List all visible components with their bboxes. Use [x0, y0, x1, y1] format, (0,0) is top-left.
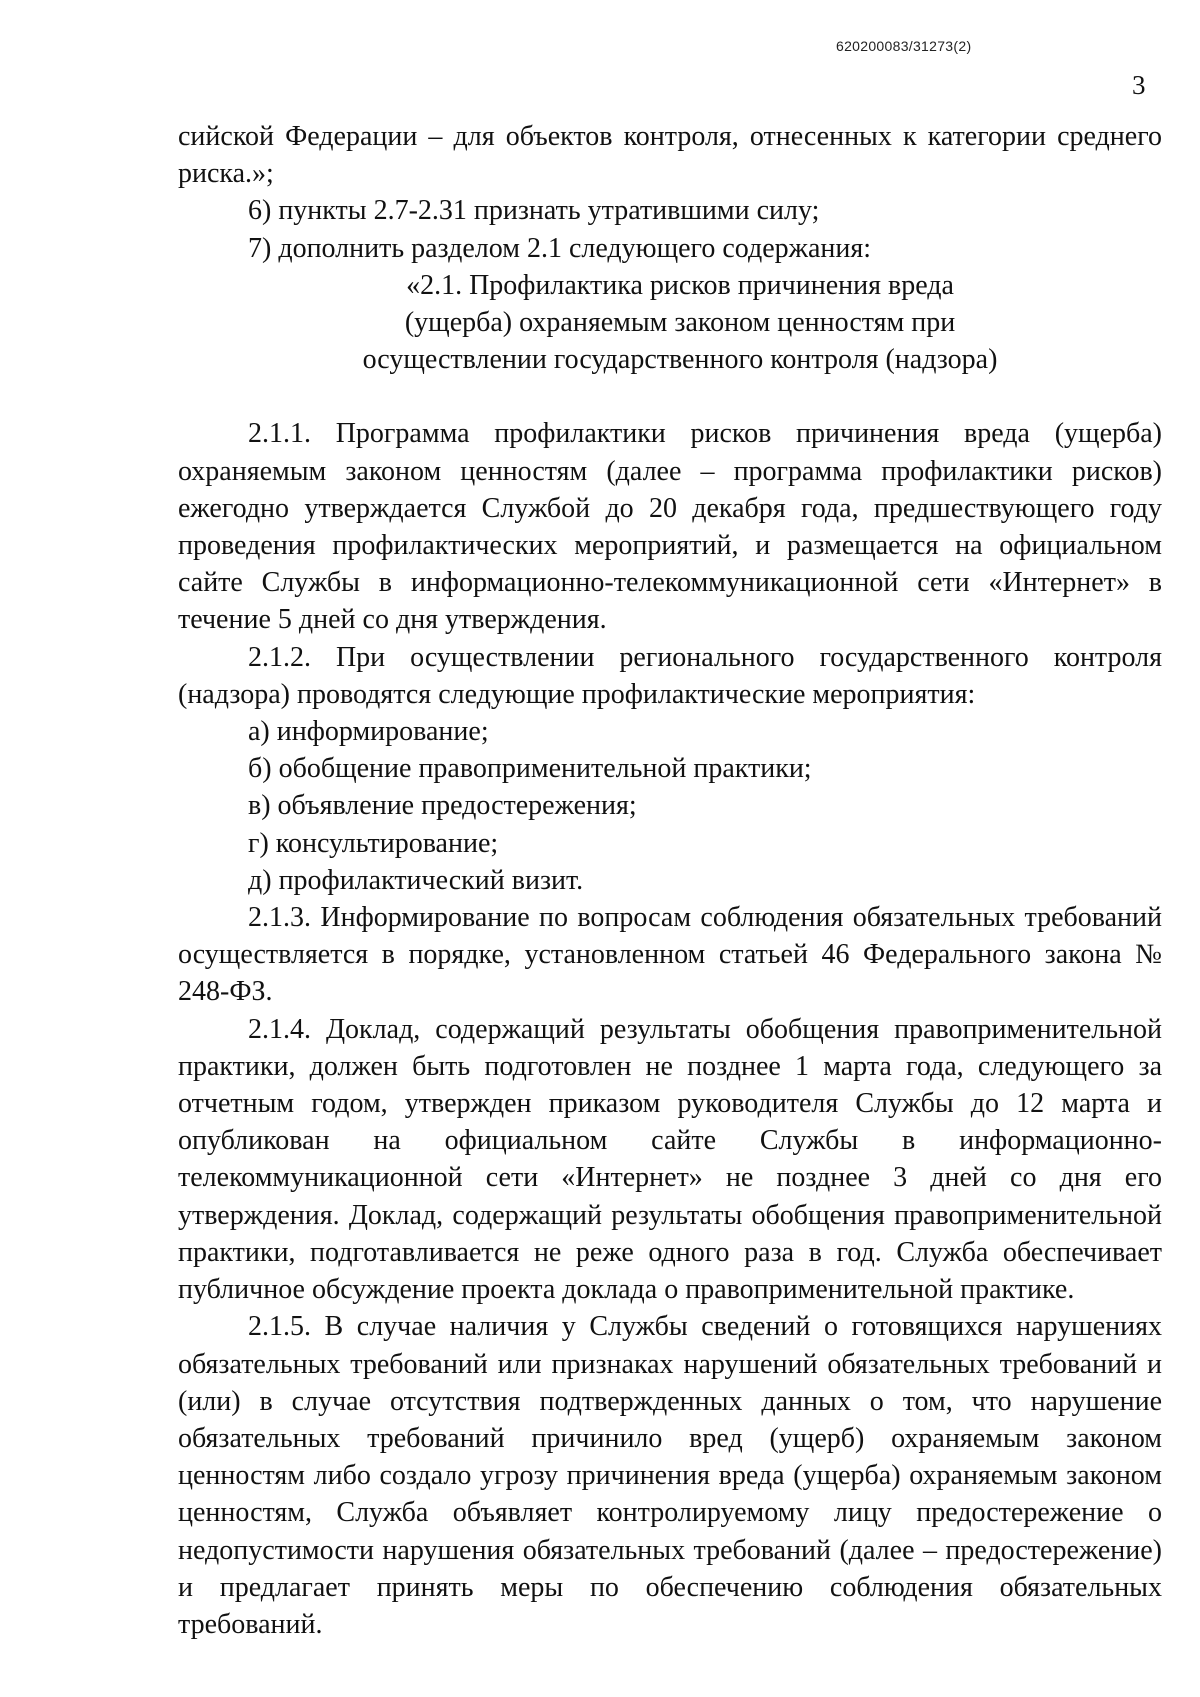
measure-list-item: д) профилактический визит.	[248, 864, 584, 896]
section-title	[178, 267, 1162, 379]
paragraph-2-1-3: 2.1.3. Информирование по вопросам соблюдения обязательных требований осуществляется в порядке, установленном статьей 46 Федерального закона № 248-ФЗ.	[178, 902, 1162, 1008]
paragraph-2-1-2: 2.1.2. При осуществлении регионального государственного контроля (надзора) проводятся следующие профилактические мероприятия:	[178, 641, 1162, 710]
item-6: 6) пункты 2.7-2.31 признать утратившими силу;	[248, 195, 820, 227]
paragraph-2-1-4: 2.1.4. Доклад, содержащий результаты обобщения правоприменительной практики, должен быть подготовлен не позднее 1 марта года, следующего за отчетным годом, утвержден приказом руководителя Службы до 12 марта и опубликован на официальном сайте Службы в информационно-телекоммуникационной сети «Интернет» не позднее 3 дней со дня его утверждения. Доклад, содержащий результаты обобщения правоприменительной практики, подготавливается не реже одного раза в год. Служба обеспечивает публичное обсуждение проекта доклада о правоприменительной практике.	[178, 1013, 1162, 1306]
measure-list-item: в) объявление предостережения;	[248, 790, 637, 822]
item-7: 7) дополнить разделом 2.1 следующего содержания:	[248, 232, 872, 264]
measure-list-item: б) обобщение правоприменительной практики;	[248, 753, 812, 785]
section-title-line: осуществлении государственного контроля (надзора)	[362, 344, 998, 376]
section-title-line: (ущерба) охраняемым законом ценностям при	[404, 307, 956, 339]
document-code: 620200083/31273(2)	[836, 38, 972, 54]
measure-list-item: г) консультирование;	[248, 827, 499, 859]
page-number: 3	[1132, 70, 1146, 100]
document-body	[178, 118, 1162, 1643]
paragraph-2-1-1: 2.1.1. Программа профилактики рисков причинения вреда (ущерба) охраняемым законом ценностям (далее – программа профилактики рисков) ежегодно утверждается Службой до 20 декабря года, предшествующего году проведения профилактических мероприятий, и размещается на официальном сайте Службы в информационно-телекоммуникационной сети «Интернет» в течение 5 дней со дня утверждения.	[178, 418, 1162, 636]
section-title-line: «2.1. Профилактика рисков причинения вреда	[406, 269, 954, 301]
paragraph-2-1-5: 2.1.5. В случае наличия у Службы сведений о готовящихся нарушениях обязательных требований или признаках нарушений обязательных требований и (или) в случае отсутствия подтвержденных данных о том, что нарушение обязательных требований причинило вред (ущерб) охраняемым законом ценностям либо создало угрозу причинения вреда (ущерба) охраняемым законом ценностям, Служба объявляет контролируемому лицу предостережение о недопустимости нарушения обязательных требований (далее – предостережение) и предлагает принять меры по обеспечению соблюдения обязательных требований.	[178, 1311, 1162, 1640]
section-spacer	[178, 378, 1162, 415]
continuation-paragraph: сийской Федерации – для объектов контроля, отнесенных к категории среднего риска.»;	[178, 121, 1162, 190]
measure-list-item: а) информирование;	[248, 716, 489, 748]
